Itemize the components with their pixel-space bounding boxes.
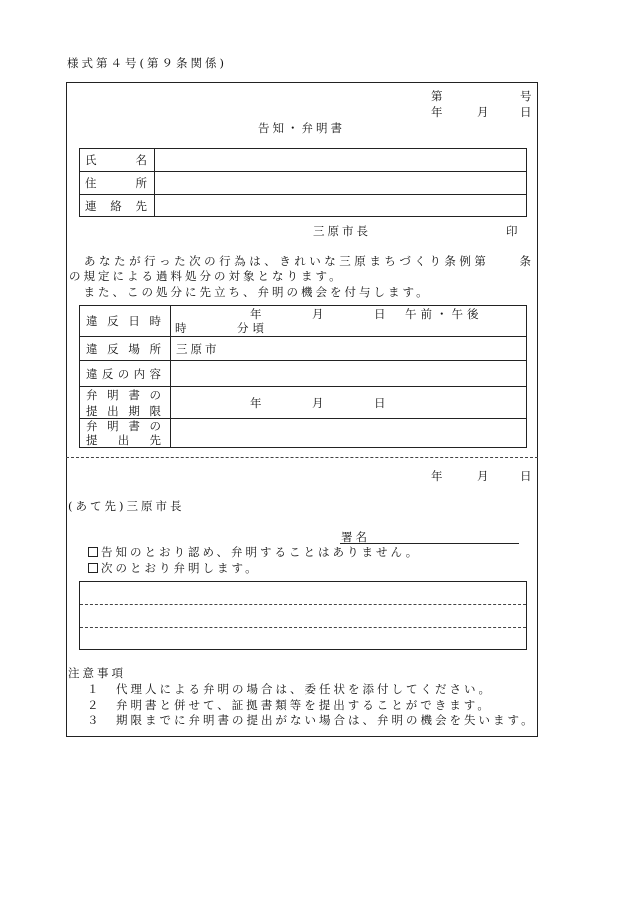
recipient-table (79, 148, 527, 217)
recipient-name-field[interactable] (155, 149, 527, 172)
deadline-label-line-2 (86, 403, 161, 419)
deadline-label-cell (80, 387, 171, 419)
label-char: 日 (128, 314, 140, 328)
violation-datetime-field[interactable] (171, 306, 527, 337)
recipient-address-field[interactable] (155, 172, 527, 195)
label-char: 絡 (110, 198, 122, 213)
label-char: れ (294, 254, 306, 268)
label-char: づ (399, 254, 411, 268)
deadline-label-line-1 (86, 387, 161, 403)
cut-line-divider (66, 457, 538, 458)
label-char: な (99, 254, 111, 268)
label-char: が (129, 254, 141, 268)
label-char: 先 (149, 433, 161, 447)
note-2-text: 弁明書と併せて、証拠書類等を提出することができます。 (116, 698, 492, 712)
label-char: 書 (128, 387, 140, 402)
label-char: 違 (86, 341, 98, 356)
recipient-name-label (85, 154, 147, 166)
notice-date-month-label: 月 (477, 105, 492, 119)
signature-field[interactable] (340, 531, 519, 544)
submit-to-label-line-2 (86, 433, 161, 447)
label-char: 提 (86, 433, 98, 447)
violation-datetime-label-cell (80, 306, 171, 337)
label-char: の (149, 387, 161, 402)
recipient-address-label-cell (80, 172, 155, 195)
explanation-box[interactable] (79, 581, 527, 650)
label-char: な (324, 254, 336, 268)
violation-content-label (86, 368, 161, 380)
submit-to-field[interactable] (171, 419, 527, 448)
option-explain-label: 次のとおり弁明します。 (101, 561, 260, 575)
label-char: の (149, 419, 161, 433)
submit-to-label-line-1 (86, 419, 161, 433)
explanation-line-1[interactable] (80, 582, 526, 605)
deadline-value: 年 月 日 (250, 395, 390, 410)
violation-content-field[interactable] (171, 361, 527, 387)
label-char: 出 (107, 403, 119, 418)
label-char: 所 (135, 176, 147, 190)
recipient-name-label-cell (80, 149, 155, 172)
reply-date-month-label: 月 (477, 469, 492, 483)
issuer-name: 三原市長 (313, 224, 371, 238)
label-char: 氏 (85, 153, 97, 167)
label-char: 住 (85, 176, 97, 190)
label-char: 反 (107, 314, 119, 328)
notice-date-year-label: 年 (431, 105, 446, 119)
label-char: は (249, 254, 261, 268)
reply-date-day-label: 日 (520, 469, 535, 483)
seal-mark: 印 (506, 224, 521, 238)
label-char: 連 (85, 198, 97, 213)
recipient-contact-label-cell (80, 195, 155, 217)
label-char: 明 (107, 419, 119, 433)
label-char: 明 (107, 387, 119, 402)
violation-place-label-cell (80, 337, 171, 361)
violation-datetime-line-1: 年 月 日 午前・午後 (250, 307, 483, 321)
label-char: 反 (101, 366, 114, 381)
label-char (489, 255, 501, 267)
deadline-label (86, 387, 161, 419)
label-char: 容 (149, 366, 161, 381)
label-char (69, 255, 81, 267)
notice-body-line-3: また、この処分に先立ち、弁明の機会を付与します。 (69, 285, 431, 299)
violation-place-value: 三原市 (176, 341, 220, 356)
option-admit-label: 告知のとおり認め、弁明することはありません。 (101, 545, 421, 559)
label-char: 時 (149, 314, 161, 328)
notice-number-suffix: 号 (520, 89, 535, 103)
label-char: ち (384, 254, 396, 268)
label-char: 三 (339, 254, 351, 268)
option-explain-checkbox[interactable] (88, 563, 98, 573)
notice-body-line-1 (69, 255, 531, 267)
label-char: 、 (264, 254, 276, 268)
violation-table (79, 305, 527, 448)
reply-addressee: (あて先)三原市長 (68, 499, 185, 513)
label-char: 条 (444, 254, 456, 268)
explanation-line-3[interactable] (80, 628, 526, 649)
label-char: 条 (519, 254, 531, 268)
submit-to-label (86, 419, 161, 447)
label-char: 期 (128, 403, 140, 418)
label-char: 行 (219, 254, 231, 268)
label-char: 為 (234, 254, 246, 268)
explanation-line-2[interactable] (80, 605, 526, 628)
signature-label: 署名 (341, 530, 370, 544)
label-char: 反 (107, 341, 119, 356)
notice-number-prefix: 第 (431, 89, 446, 103)
note-3-number: ３ (87, 713, 102, 727)
label-char: 例 (459, 254, 471, 268)
form-number: 様式第４号(第９条関係) (67, 56, 227, 70)
violation-place-field[interactable] (171, 337, 527, 361)
notice-body-line-2: の規定による過料処分の対象となります。 (69, 269, 344, 283)
violation-content-label-cell (80, 361, 171, 387)
label-char: あ (84, 254, 96, 268)
label-char: 第 (474, 254, 486, 268)
note-2-number: ２ (87, 698, 102, 712)
notes-title: 注意事項 (68, 666, 126, 680)
recipient-contact-field[interactable] (155, 195, 527, 217)
label-char: ま (369, 254, 381, 268)
label-char: 提 (86, 403, 98, 418)
label-char: の (204, 254, 216, 268)
label-char: 出 (117, 433, 130, 447)
label-char: 所 (149, 341, 161, 356)
note-3-text: 期限までに弁明書の提出がない場合は、弁明の機会を失います。 (116, 713, 536, 727)
label-char: 書 (128, 419, 140, 433)
label-char: 先 (135, 198, 147, 213)
violation-datetime-label (86, 315, 161, 327)
note-1-text: 代理人による弁明の場合は、委任状を添付してください。 (116, 682, 493, 696)
violation-datetime-line-2: 時 分頃 (175, 321, 268, 335)
label-char: り (429, 254, 441, 268)
label-char: た (114, 254, 126, 268)
label-char: の (117, 366, 130, 381)
recipient-contact-label (85, 200, 147, 212)
label-char: き (279, 254, 291, 268)
label-char: 内 (133, 366, 146, 381)
label-char: 違 (86, 314, 98, 328)
label-char (504, 255, 516, 267)
label-char: 限 (149, 403, 161, 418)
reply-date-year-label: 年 (431, 469, 446, 483)
form-title: 告知・弁明書 (258, 121, 345, 135)
recipient-address-label (85, 177, 147, 189)
label-char: 名 (135, 153, 147, 167)
label-char: い (309, 254, 321, 268)
label-char: 弁 (86, 387, 98, 402)
deadline-field[interactable] (171, 387, 527, 419)
label-char: 場 (128, 341, 140, 356)
option-admit-checkbox[interactable] (88, 547, 98, 557)
label-char: 原 (354, 254, 366, 268)
violation-place-label (86, 343, 161, 355)
label-char: く (414, 254, 426, 268)
label-char: 次 (189, 254, 201, 268)
label-char: っ (159, 254, 171, 268)
label-char: 行 (144, 254, 156, 268)
notice-date-day-label: 日 (520, 105, 535, 119)
label-char: 弁 (86, 419, 98, 433)
label-char: 違 (86, 366, 98, 381)
label-char: た (174, 254, 186, 268)
note-1-number: １ (87, 682, 102, 696)
submit-to-label-cell (80, 419, 171, 448)
